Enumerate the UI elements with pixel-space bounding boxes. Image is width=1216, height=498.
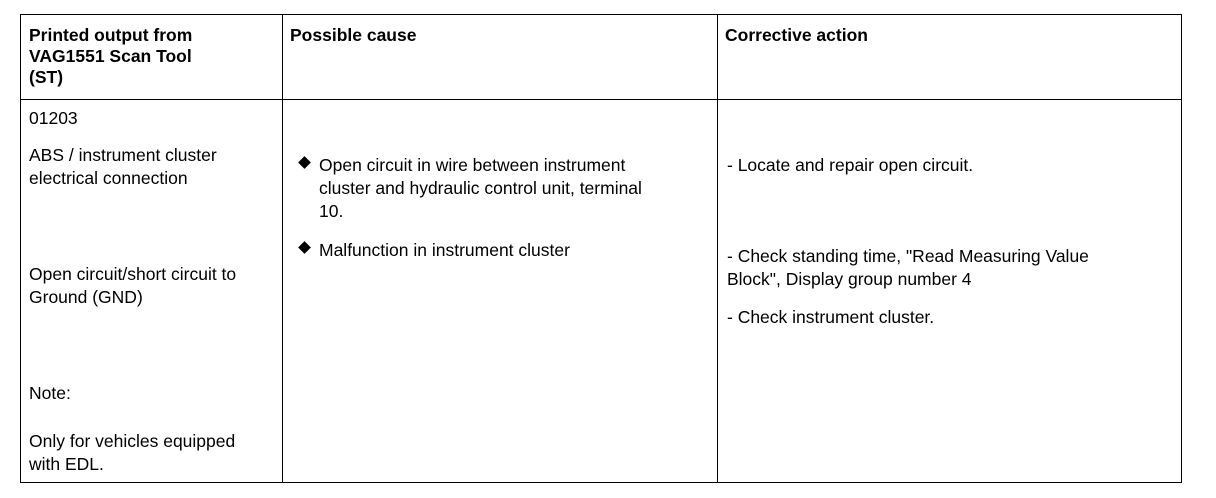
cause-malfunction <box>319 239 570 262</box>
text-line: Block", Display group number 4 <box>727 269 972 289</box>
fault-description <box>29 144 217 190</box>
text-line: electrical connection <box>29 168 188 188</box>
text-line: - Check standing time, "Read Measuring Value <box>727 246 1089 266</box>
text-line: cluster and hydraulic control unit, terminal <box>319 178 642 198</box>
fault-type <box>29 263 236 309</box>
action-check-instrument-cluster <box>727 306 934 329</box>
note-label: Note: <box>29 383 71 403</box>
bullet-diamond-icon <box>298 241 311 254</box>
bullet-diamond-icon <box>298 156 311 169</box>
header-line: VAG1551 Scan Tool <box>29 46 192 66</box>
text-line: Malfunction in instrument cluster <box>319 240 570 260</box>
action-repair-open-circuit <box>727 154 973 177</box>
header-possible-cause: Possible cause <box>290 25 417 45</box>
fault-code: 01203 <box>29 108 78 128</box>
text-line: Open circuit in wire between instrument <box>319 155 626 175</box>
column-divider-2 <box>717 15 718 482</box>
text-line: 10. <box>319 201 344 221</box>
text-line: Only for vehicles equipped <box>29 431 236 451</box>
header-divider <box>21 99 1181 100</box>
cause-open-circuit <box>319 154 642 223</box>
header-corrective-action: Corrective action <box>725 25 868 45</box>
text-line: ABS / instrument cluster <box>29 145 217 165</box>
text-line: with EDL. <box>29 454 104 474</box>
header-line: Printed output from <box>29 25 193 45</box>
header-line: (ST) <box>29 67 64 87</box>
column-divider-1 <box>282 15 283 482</box>
action-check-standing-time <box>727 245 1089 291</box>
text-line: Ground (GND) <box>29 287 143 307</box>
text-line: Open circuit/short circuit to <box>29 264 237 284</box>
note-text <box>29 430 235 476</box>
text-line: - Check instrument cluster. <box>727 307 935 327</box>
text-line: - Locate and repair open circuit. <box>727 155 974 175</box>
diagnostic-table <box>20 14 1182 483</box>
header-printed-output <box>29 25 192 88</box>
